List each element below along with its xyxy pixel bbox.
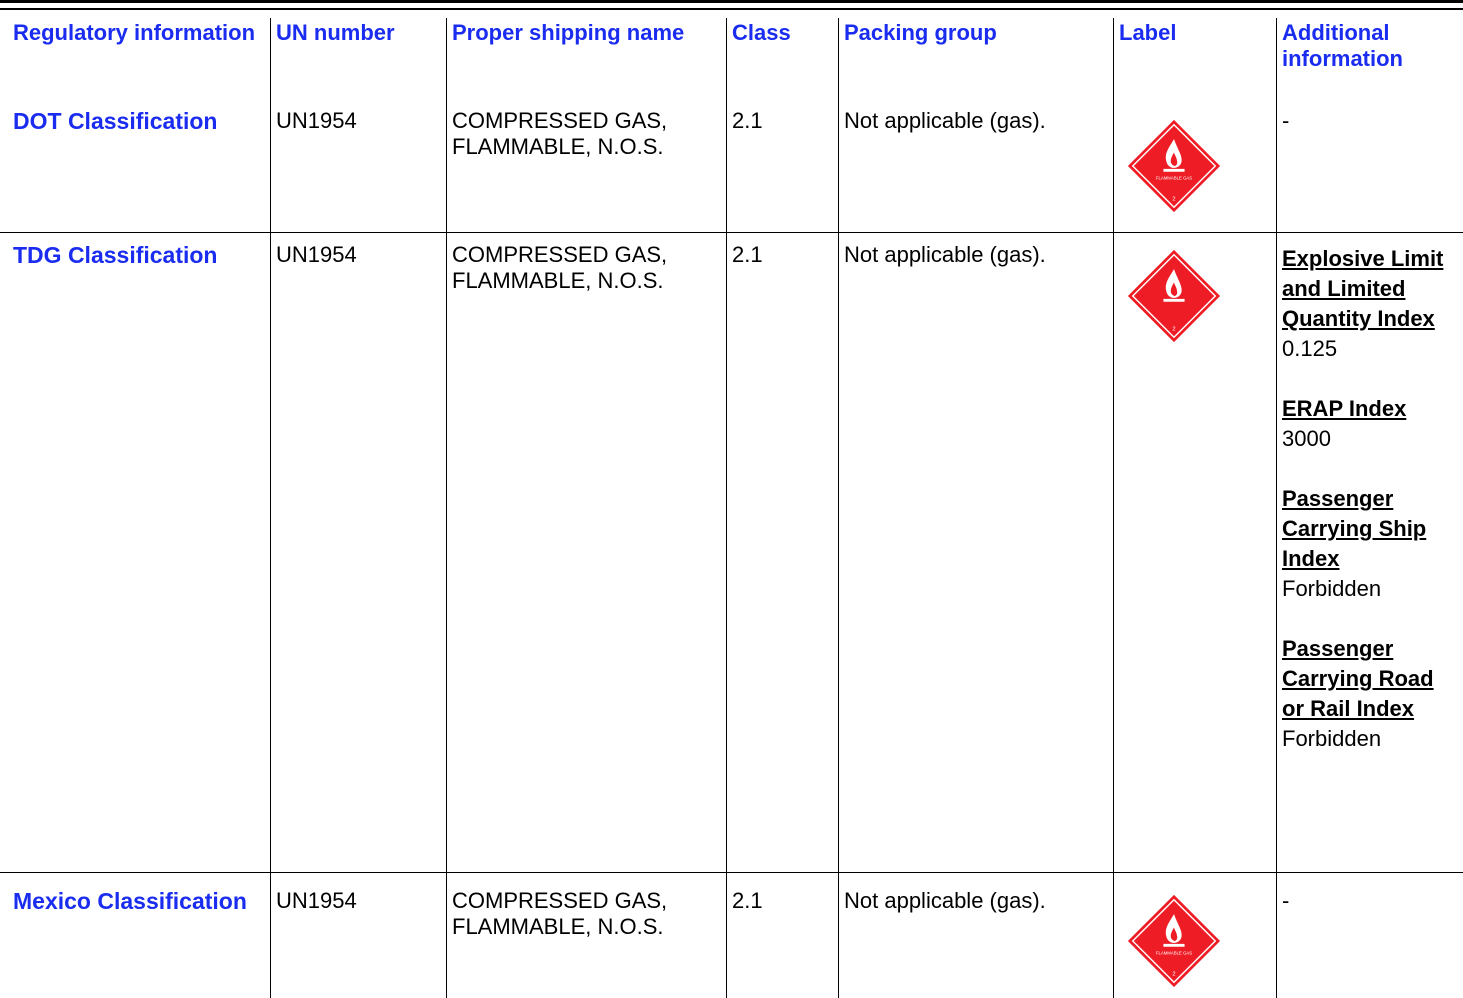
row-label-dot: DOT Classification	[13, 108, 218, 134]
un-number: UN1954	[276, 242, 357, 267]
header-packing-group: Packing group	[844, 20, 997, 45]
additional-heading: Passenger Carrying Ship Index	[1282, 486, 1427, 571]
additional-heading: Explosive Limit and Limited Quantity Index	[1282, 246, 1444, 331]
grid-line	[838, 18, 839, 998]
packing-group-value: Not applicable (gas).	[844, 888, 1046, 913]
row-divider	[0, 232, 1463, 233]
additional-info-block	[1276, 244, 1463, 754]
additional-value: 3000	[1282, 426, 1331, 451]
header-class: Class	[732, 20, 791, 45]
additional-value: -	[1282, 888, 1290, 913]
grid-line	[270, 18, 271, 998]
class-value: 2.1	[732, 242, 763, 267]
grid-line	[446, 18, 447, 998]
label-caption: FLAMMABLE GAS	[1155, 950, 1193, 956]
top-rule-thin	[0, 8, 1463, 10]
top-rule-thick	[0, 0, 1463, 3]
additional-value: Forbidden	[1282, 576, 1382, 601]
label-number: 2	[1172, 971, 1176, 978]
flammable-gas-diamond-icon	[1126, 118, 1222, 214]
additional-value: -	[1282, 108, 1290, 133]
header-un-number: UN number	[276, 20, 395, 45]
class-value: 2.1	[732, 888, 763, 913]
additional-heading: ERAP Index	[1282, 396, 1407, 421]
header-label: Label	[1119, 20, 1177, 45]
shipping-name: COMPRESSED GAS, FLAMMABLE, N.O.S.	[452, 242, 668, 293]
additional-heading: Passenger Carrying Road or Rail Index	[1282, 636, 1434, 721]
additional-value: Forbidden	[1282, 726, 1382, 751]
packing-group-value: Not applicable (gas).	[844, 108, 1046, 133]
grid-line	[1113, 18, 1114, 998]
label-caption: FLAMMABLE GAS	[1155, 175, 1193, 181]
grid-line	[726, 18, 727, 998]
un-number: UN1954	[276, 888, 357, 913]
shipping-name: COMPRESSED GAS, FLAMMABLE, N.O.S.	[452, 888, 668, 939]
header-additional: Additional information	[1282, 20, 1403, 71]
additional-value: 0.125	[1282, 336, 1338, 361]
flammable-gas-diamond-icon	[1126, 248, 1222, 344]
flammable-gas-diamond-icon	[1126, 893, 1222, 989]
row-label-mexico: Mexico Classification	[13, 888, 247, 914]
label-number: 2	[1172, 326, 1176, 333]
row-label-tdg: TDG Classification	[13, 242, 218, 268]
label-number: 2	[1172, 196, 1176, 203]
un-number: UN1954	[276, 108, 357, 133]
packing-group-value: Not applicable (gas).	[844, 242, 1046, 267]
header-shipping-name: Proper shipping name	[452, 20, 685, 45]
class-value: 2.1	[732, 108, 763, 133]
shipping-name: COMPRESSED GAS, FLAMMABLE, N.O.S.	[452, 108, 668, 159]
header-regulatory: Regulatory information	[13, 20, 256, 45]
row-divider	[0, 872, 1463, 873]
